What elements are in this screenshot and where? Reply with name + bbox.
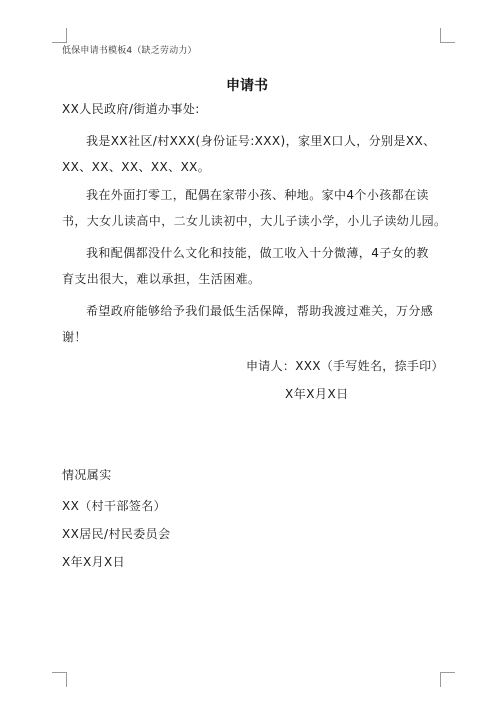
paragraph-3	[62, 240, 440, 292]
verification-committee: XX居民/村民委员会	[62, 527, 171, 541]
crop-mark-top-right	[440, 28, 455, 43]
document-title: 申请书	[226, 78, 268, 94]
paragraph-3-line-1: 我和配偶都没什么文化和技能，做工收入十分微薄，4子女的教	[86, 246, 429, 260]
paragraph-3-line-2: 育支出很大，难以承担，生活困难。	[62, 272, 261, 286]
paragraph-2-line-2: 书，大女儿读高中，二女儿读初中，大儿子读小学，小儿子读幼儿园。	[62, 214, 447, 228]
paragraph-1-line-2: XX、XX、XX、XX、XX。	[62, 160, 211, 174]
crop-mark-bottom-right	[440, 672, 455, 687]
application-date: X年X月X日	[285, 387, 349, 401]
crop-mark-bottom-left	[52, 672, 67, 687]
applicant-signature: 申请人：XXX（手写姓名，捺手印）	[246, 359, 444, 373]
verification-date: X年X月X日	[62, 555, 126, 569]
paragraph-4-line-2: 谢！	[62, 330, 87, 344]
paragraph-1-line-1: 我是XX社区/村XXX(身份证号:XXX)，家里X口人，分别是XX、	[86, 134, 436, 148]
verification-signer: XX（村干部签名）	[62, 499, 167, 513]
paragraph-2	[62, 182, 447, 234]
paragraph-1	[62, 128, 440, 180]
page-header: 低保申请书模板4（缺乏劳动力）	[62, 46, 197, 56]
paragraph-4-line-1: 希望政府能够给予我们最低生活保障，帮助我渡过难关，万分感	[86, 304, 434, 318]
verification-heading: 情况属实	[62, 468, 112, 482]
paragraph-4	[62, 298, 440, 350]
paragraph-2-line-1: 我在外面打零工，配偶在家带小孩、种地。家中4个小孩都在读	[86, 188, 429, 202]
addressee: XX人民政府/街道办事处:	[62, 102, 200, 116]
crop-mark-top-left	[52, 28, 67, 43]
